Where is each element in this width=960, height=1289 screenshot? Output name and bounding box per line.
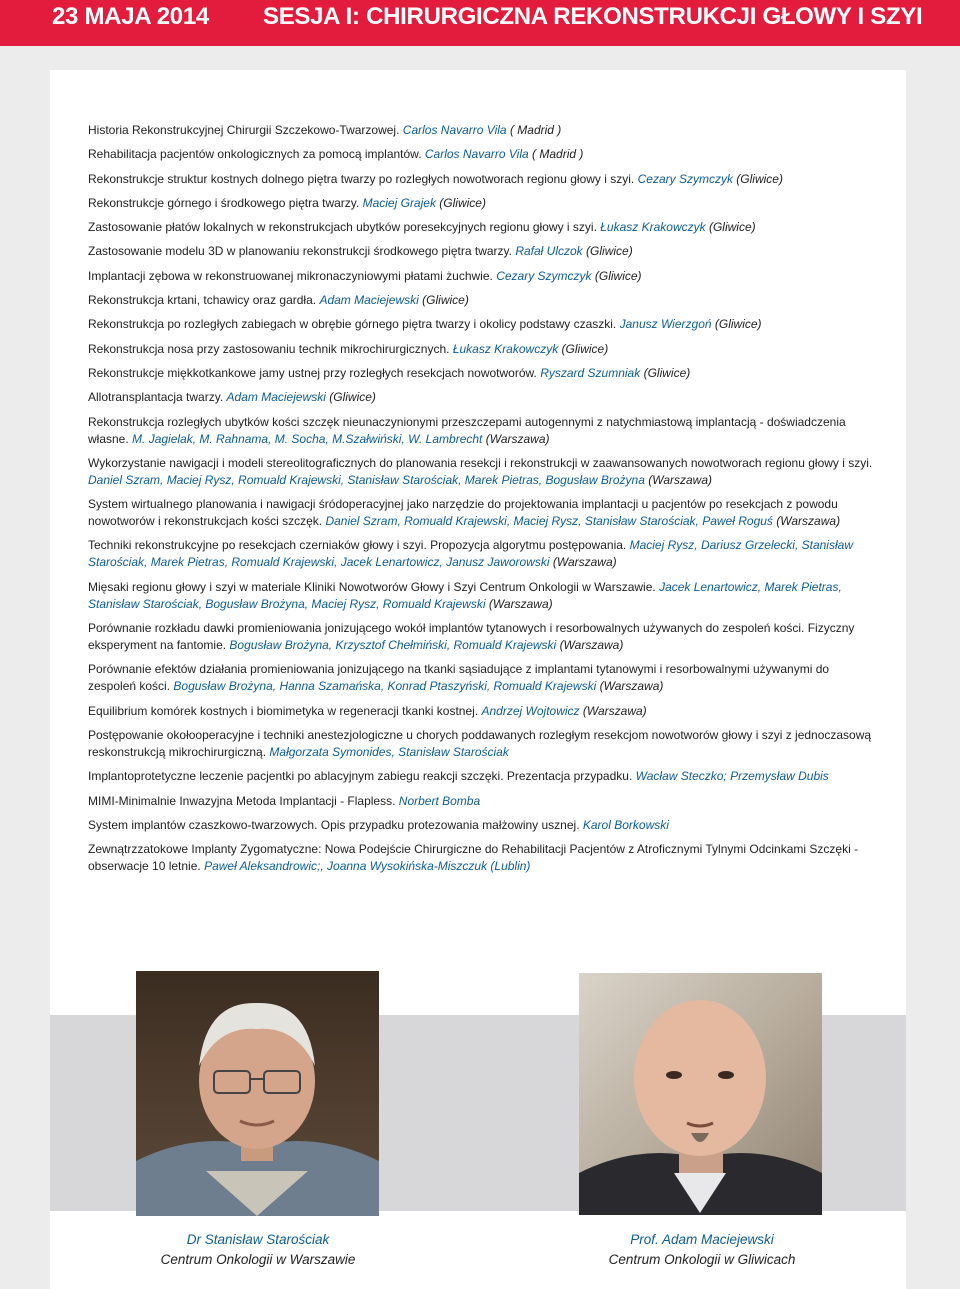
program-item: [88, 316, 878, 333]
talk-city: (Warszawa): [648, 472, 713, 487]
program-item: [88, 219, 878, 236]
talk-title: Rekonstrukcja krtani, tchawicy oraz gardła.: [88, 293, 317, 308]
program-item: [88, 727, 878, 761]
program-item: [88, 365, 878, 382]
talk-authors: Maciej Grajek: [362, 195, 436, 210]
talk-authors: Ryszard Szumniak: [540, 365, 641, 380]
talk-title: Rekonstrukcje miękkotkankowe jamy ustnej przy rozległych resekcjach nowotworów.: [88, 365, 537, 380]
talk-title: Rekonstrukcja rozległych ubytków kości szczęk nieunaczynionymi przeszczepami autogennymi z natychmiastową implantacją - doświadczenia własne.: [88, 414, 846, 446]
talk-authors: Daniel Szram, Maciej Rysz, Romuald Krajewski, Stanisław Starościak, Marek Pietras, Bogusław Brożyna: [88, 472, 645, 487]
talk-authors: Bogusław Brożyna, Krzysztof Chełmiński, Romuald Krajewski: [229, 638, 557, 653]
talk-title: Wykorzystanie nawigacji i modeli stereolitograficznych do planowania resekcji i rekonstrukcji w zaawansowanych nowotworach regionu głowy i szyi.: [88, 455, 873, 470]
talk-city: (Warszawa): [776, 514, 841, 529]
talk-authors: Paweł Aleksandrowic;, Joanna Wysokińska-Miszczuk (Lublin): [204, 859, 531, 874]
program-item: [88, 579, 878, 613]
talk-title: Rekonstrukcje struktur kostnych dolnego piętra twarzy po rozległych nowotworach regionu głowy i szyi.: [88, 171, 635, 186]
talk-authors: M. Jagielak, M. Rahnama, M. Socha, M.Szałwiński, W. Lambrecht: [132, 431, 483, 446]
program-item: [88, 122, 878, 139]
program-item: [88, 268, 878, 285]
program-item: [88, 389, 878, 406]
program-item: [88, 243, 878, 260]
talk-city: ( Madrid ): [532, 147, 584, 162]
talk-title: Mięsaki regionu głowy i szyi w materiale Kliniki Nowotworów Głowy i Szyi Centrum Onkologii w Warszawie.: [88, 579, 656, 594]
talk-title: Zewnątrzzatokowe Implanty Zygomatyczne: Nowa Podejście Chirurgiczne do Rehabilitacji Pacjentów z Atroficznymi Tylnymi Odcinkami Szczęki - obserwacje 10 letnie.: [88, 842, 859, 874]
talk-city: (Gliwice): [708, 220, 756, 235]
session-date: 23 MAJA 2014: [52, 3, 209, 30]
program-item: [88, 171, 878, 188]
speaker-org: Centrum Onkologii w Warszawie: [160, 1252, 356, 1267]
talk-authors: Łukasz Krakowczyk: [600, 220, 706, 235]
talk-title: Zastosowanie płatów lokalnych w rekonstrukcjach ubytków poresekcyjnych regionu głowy i szyi.: [88, 220, 597, 235]
program-item: [88, 793, 878, 810]
talk-authors: Małgorzata Symonides, Stanisław Starościak: [269, 744, 509, 759]
talk-city: (Warszawa): [559, 638, 624, 653]
speaker-name: Dr Stanisław Starościak: [186, 1232, 330, 1247]
talk-city: (Gliwice): [643, 365, 691, 380]
speaker-caption-1: [138, 1230, 378, 1270]
program-item: [88, 195, 878, 212]
program-item: [88, 620, 878, 654]
speaker-org: Centrum Onkologii w Gliwicach: [608, 1252, 796, 1267]
portrait-icon: [136, 971, 379, 1216]
program-item: [88, 768, 878, 785]
talk-city: (Warszawa): [485, 431, 550, 446]
talk-authors: Norbert Bomba: [398, 793, 481, 808]
talk-title: Implantoprotetyczne leczenie pacjentki po ablacyjnym zabiegu reakcji szczęki. Prezentacja przypadku.: [88, 769, 633, 784]
talk-authors: Wacław Steczko; Przemysław Dubis: [635, 769, 829, 784]
talk-authors: Karol Borkowski: [582, 817, 669, 832]
talk-city: (Gliwice): [594, 268, 642, 283]
talk-title: MIMI-Minimalnie Inwazyjna Metoda Implantacji - Flapless.: [88, 793, 396, 808]
talk-authors: Carlos Navarro Vila: [424, 147, 529, 162]
portrait-icon: [579, 973, 822, 1215]
talk-authors: Maciej Rysz, Dariusz Grzelecki, Stanisław Starościak, Marek Pietras, Romuald Krajewski, Jacek Lenartowicz, Janusz Jaworowski: [88, 538, 853, 570]
talk-title: Rekonstrukcja nosa przy zastosowaniu technik mikrochirurgicznych.: [88, 341, 450, 356]
talk-authors: Rafał Ulczok: [515, 244, 583, 259]
header-banner: [0, 0, 960, 46]
program-sheet: [50, 70, 906, 1289]
program-item: [88, 146, 878, 163]
talk-title: System implantów czaszkowo-twarzowych. Opis przypadku protezowania małżowiny usznej.: [88, 817, 580, 832]
talk-authors: Adam Maciejewski: [319, 293, 419, 308]
program-item: [88, 341, 878, 358]
talk-title: Porównanie efektów działania promieniowania jonizującego na tkanki sąsiadujące z implantami tytanowymi i resorbowalnymi używanymi do zespoleń kości.: [88, 662, 830, 694]
talk-city: (Gliwice): [439, 195, 486, 210]
talk-city: (Gliwice): [329, 390, 376, 405]
talk-title: Rehabilitacja pacjentów onkologicznych za pomocą implantów.: [88, 147, 422, 162]
program-item: [88, 292, 878, 309]
talk-authors: Carlos Navarro Vila: [402, 123, 507, 137]
speaker-name: Prof. Adam Maciejewski: [630, 1232, 774, 1247]
program-item: [88, 841, 878, 875]
talk-city: (Gliwice): [736, 171, 783, 186]
program-item: [88, 661, 878, 695]
program-item: [88, 703, 878, 720]
talk-authors: Łukasz Krakowczyk: [452, 341, 559, 356]
talk-authors: Janusz Wierzgoń: [619, 317, 712, 332]
speaker-photo-staro: [136, 971, 379, 1216]
talk-title: Equilibrium komórek kostnych i biomimetyka w regeneracji tkanki kostnej.: [88, 703, 479, 718]
talk-title: Rekonstrukcja po rozległych zabiegach w obrębie górnego piętra twarzy i okolicy podstawy czaszki.: [88, 317, 617, 332]
talk-title: Porównanie rozkładu dawki promieniowania jonizującego wokół implantów tytanowych i resorbowalnych używanych do zespoleń kości. Fizyczny eksperyment na fantomie.: [88, 621, 855, 653]
speaker-photo-maciejewski: [579, 973, 822, 1215]
talk-authors: Andrzej Wojtowicz: [481, 703, 580, 718]
talk-title: Allotransplantacja twarzy.: [88, 390, 224, 405]
talk-city: (Warszawa): [552, 555, 617, 570]
talk-title: Zastosowanie modelu 3D w planowaniu rekonstrukcji środkowego piętra twarzy.: [88, 244, 512, 259]
talk-title: Techniki rekonstrukcyjne po resekcjach czerniaków głowy i szyi. Propozycja algorytmu postępowania.: [88, 538, 627, 553]
talk-city: (Warszawa): [599, 679, 664, 694]
program-list: [88, 122, 878, 882]
talk-title: Rekonstrukcje górnego i środkowego piętra twarzy.: [88, 195, 360, 210]
talk-city: ( Madrid ): [509, 123, 562, 137]
talk-title: Implantacji zębowa w rekonstruowanej mikronaczyniowymi płatami żuchwie.: [88, 268, 493, 283]
talk-city: (Warszawa): [488, 596, 553, 611]
program-item: [88, 817, 878, 834]
talk-authors: Jacek Lenartowicz, Marek Pietras, Stanisław Starościak, Bogusław Brożyna, Maciej Rysz, Romuald Krajewski: [88, 579, 842, 611]
program-item: [88, 496, 878, 530]
talk-authors: Adam Maciejewski: [226, 390, 326, 405]
talk-city: (Gliwice): [586, 244, 633, 259]
program-item: [88, 455, 878, 489]
talk-authors: Cezary Szymczyk: [637, 171, 733, 186]
program-item: [88, 537, 878, 571]
speaker-caption-2: [580, 1230, 824, 1270]
talk-city: (Warszawa): [582, 703, 647, 718]
talk-authors: Cezary Szymczyk: [496, 268, 592, 283]
talk-title: System wirtualnego planowania i nawigacji śródoperacyjnej jako narzędzie do projektowania implantacji u pacjentów po resekcjach z powodu nowotworów i rekonstrukcjach kości szczęk.: [88, 497, 838, 529]
talk-authors: Daniel Szram, Romuald Krajewski, Maciej Rysz, Stanisław Starościak, Paweł Roguś: [325, 514, 773, 529]
talk-title: Postępowanie okołooperacyjne i techniki anestezjologiczne u chorych poddawanych rozległym resekcjom nowotworów głowy i szyi z jednoczasową reskonstrukcją mikrochirurgiczną.: [88, 727, 872, 759]
talk-city: (Gliwice): [561, 341, 609, 356]
talk-city: (Gliwice): [714, 317, 762, 332]
program-item: [88, 414, 878, 448]
talk-city: (Gliwice): [422, 293, 469, 308]
talk-authors: Bogusław Brożyna, Hanna Szamańska, Konrad Ptaszyński, Romuald Krajewski: [173, 679, 597, 694]
session-title: SESJA I: CHIRURGICZNA REKONSTRUKCJI GŁOWY I SZYI: [263, 3, 923, 30]
talk-title: Historia Rekonstrukcyjnej Chirurgii Szczekowo-Twarzowej.: [88, 123, 400, 137]
